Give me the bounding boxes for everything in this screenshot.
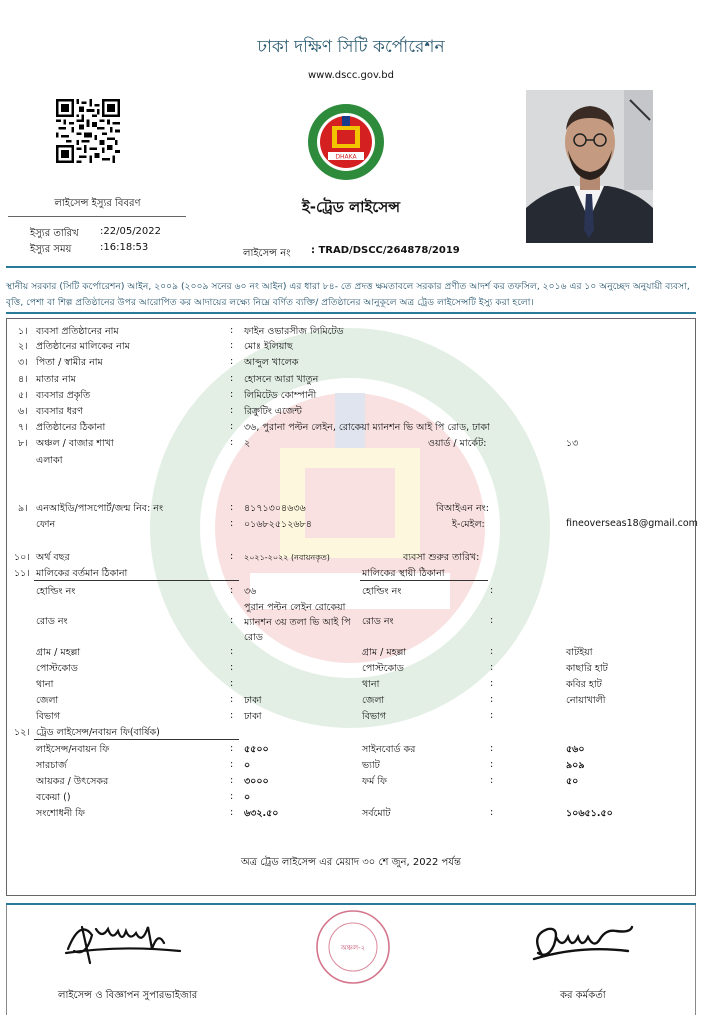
district-label: জেলা (362, 695, 385, 706)
colon: : (230, 791, 234, 802)
colon: : (230, 743, 234, 754)
divider (8, 216, 186, 217)
postcode-label: পোস্টকোড (362, 663, 404, 674)
colon: : (490, 662, 494, 673)
license-fee-label: লাইসেন্স/নবায়ন ফি (36, 744, 110, 755)
row-number: ৯। (18, 503, 28, 514)
owner-name-label: প্রতিষ্ঠানের মালিকের নাম (36, 341, 130, 352)
colon: : (230, 775, 234, 786)
colon: : (230, 389, 234, 400)
permanent-village-value: বাটইয়া (566, 647, 593, 658)
amendment-fee-value: ৬৩২.৫০ (244, 808, 279, 819)
business-name-value: ফাইন ওভারসীজ লিমিটেড (244, 326, 344, 337)
district-label: জেলা (36, 695, 59, 706)
issue-date-value: :22/05/2022 (100, 226, 162, 237)
postcode-label: পোস্টকোড (36, 663, 78, 674)
colon: : (230, 356, 234, 367)
owner-name-value: মোঃ ইলিয়াছ (244, 341, 293, 352)
holding-label: হোল্ডিং নং (362, 586, 402, 597)
zone-value: ২ (244, 438, 251, 449)
colon: : (230, 662, 234, 673)
colon: : (230, 437, 234, 448)
father-name-label: পিতা / স্বামীর নাম (36, 357, 103, 368)
business-type-label: ব্যবসার ধরণ (36, 406, 83, 417)
frame-line (6, 905, 7, 1015)
vat-value: ৯০৯ (566, 760, 585, 771)
dscc-logo-icon (306, 102, 386, 182)
zone-label: অঞ্চল / বাজার শাখা (36, 438, 114, 449)
business-nature-label: ব্যবসার প্রকৃতি (36, 390, 91, 401)
amendment-fee-label: সংশোধনী ফি (36, 808, 85, 819)
colon: : (230, 518, 234, 529)
divider (34, 580, 239, 581)
business-start-label: ব্যবসা শুরুর তারিখ: (403, 552, 480, 563)
mother-name-label: মাতার নাম (36, 374, 76, 385)
issue-date-label: ইস্যুর তারিখ (30, 228, 79, 239)
colon: : (490, 710, 494, 721)
colon: : (230, 373, 234, 384)
colon: : (490, 807, 494, 818)
website: www.dscc.gov.bd (307, 70, 394, 81)
business-address-label: প্রতিষ্ঠানের ঠিকানা (36, 422, 106, 433)
row-number: ৫। (18, 390, 28, 401)
colon: : (230, 551, 234, 562)
seal-text: অঞ্চল-২ (340, 944, 366, 952)
vat-label: ভ্যাট (362, 760, 380, 771)
logo-text: DHAKA (335, 153, 357, 161)
colon: : (230, 694, 234, 705)
nid-value: ৪১৭১৩০৪৬৩৬ (244, 503, 306, 514)
ward-value: ১৩ (566, 438, 579, 449)
fees-heading: ট্রেড লাইসেন্স/নবায়ন ফি(বার্ষিক) (36, 727, 160, 738)
row-number: ৩। (18, 357, 28, 368)
tax-officer-label: কর কর্মকর্তা (560, 990, 606, 1001)
current-road-value: পুরান পল্টন লেইন রোকেয়া ম্যানশন ৩য় তলা ভি আই পি রোড (244, 602, 351, 643)
row-number: ১০। (14, 552, 30, 563)
row-number: ৭। (18, 422, 28, 433)
colon: : (230, 585, 234, 596)
business-nature-value: লিমিটেড কোম্পানী (244, 390, 317, 401)
supervisor-label: লাইসেন্স ও বিজ্ঞাপন সুপারভাইজার (58, 990, 198, 1001)
arrears-value: ০ (244, 792, 251, 803)
row-number: ১। (18, 326, 28, 337)
colon: : (490, 694, 494, 705)
village-label: গ্রাম / মহল্লা (36, 647, 81, 658)
bin-label: বিআইএন নং: (436, 503, 489, 514)
colon: : (230, 502, 234, 513)
supervisor-signature-icon (60, 905, 190, 967)
colon: : (230, 678, 234, 689)
fiscal-year-label: অর্থ বছর (36, 552, 70, 563)
phone-value: ০১৬৮২৫১২৬৮৪ (244, 519, 312, 530)
colon: : (490, 759, 494, 770)
row-number: ১১। (14, 568, 30, 579)
surcharge-label: সারচার্জ (36, 760, 67, 771)
thana-label: থানা (362, 679, 380, 690)
license-no-label: লাইসেন্স নং (243, 248, 291, 259)
nid-label: এনআইডি/পাসপোর্ট/জন্ম নিব: নং (36, 503, 164, 514)
divider (6, 312, 696, 314)
total-label: সর্বমোট (362, 808, 391, 819)
phone-label: ফোন (36, 519, 56, 530)
colon: : (230, 646, 234, 657)
mother-name-value: হোসনে আরা খাতুন (244, 374, 319, 385)
row-number: ১২। (14, 727, 30, 738)
form-fee-label: ফর্ম ফি (362, 776, 387, 787)
row-number: ২। (18, 341, 28, 352)
current-holding-value: ৩৬ (244, 586, 257, 597)
license-no-value: : TRAD/DSCC/264878/2019 (311, 245, 460, 256)
tax-officer-signature-icon (520, 915, 640, 971)
business-address-value: ৩৬, পুরানা পল্টন লেইন, রোকেয়া ম্যানশন ভি আই পি রোড, ঢাকা (244, 422, 490, 433)
colon: : (490, 646, 494, 657)
document-title: ই-ট্রেড লাইসেন্স (301, 198, 401, 216)
colon: : (230, 325, 234, 336)
colon: : (230, 340, 234, 351)
current-division-value: ঢাকা (244, 711, 262, 722)
preamble-text: স্থানীয় সরকার (সিটি কর্পোরেশন) আইন, ২০০৯ (২০০৯ সনের ৬০ নং আইন) এর ধারা ৮৪- তে প্রদত্ত ক্ষমতাবলে সরকার প্রণীত আদর্শ কর তফসিল, ২০১৬ এর ১০ অনুচ্ছেদ অনুযায়ী ব্যবসা, বৃত্তি, পেশা বা শিল্প প্রতিষ্ঠানের উপর আরোপিত কর আদায়ের লক্ষ্যে নিম্নে বর্ণিত ব্যক্তি/ প্রতিষ্ঠানের আনুকূলে অত্র ট্রেড লাইসেন্সটি ইস্যু করা হলো। (6, 281, 690, 308)
colon: : (490, 743, 494, 754)
current-address-heading: মালিকের বর্তমান ঠিকানা (36, 568, 128, 579)
org-name: ঢাকা দক্ষিণ সিটি কর্পোরেশন (257, 37, 445, 57)
issue-time-value: :16:18:53 (100, 242, 149, 253)
divider (360, 580, 488, 581)
permanent-address-heading: মালিকের স্থায়ী ঠিকানা (362, 568, 445, 579)
permanent-thana-value: কবির হাট (566, 679, 602, 690)
fiscal-year-value: ২০২১-২০২২ (নবায়নকৃত) (244, 553, 330, 562)
business-type-value: রিক্রুটিং এজেন্ট (244, 406, 302, 417)
income-tax-label: আয়কর / উৎসেকর (36, 776, 109, 787)
issue-time-label: ইস্যুর সময় (30, 244, 72, 255)
frame-line (695, 905, 696, 1015)
road-label: রোড নং (36, 616, 68, 627)
colon: : (490, 775, 494, 786)
colon: : (230, 710, 234, 721)
official-seal-icon (313, 907, 393, 987)
colon: : (490, 615, 494, 626)
road-label: রোড নং (362, 616, 394, 627)
village-label: গ্রাম / মহল্লা (362, 647, 407, 658)
row-number: ৬। (18, 406, 28, 417)
surcharge-value: ০ (244, 760, 251, 771)
validity-note: অত্র ট্রেড লাইসেন্স এর মেয়াদ ৩০ শে জুন, 2022 পর্যন্ত (241, 857, 461, 868)
divider (6, 266, 696, 268)
colon: : (230, 405, 234, 416)
father-name-value: আব্দুল খালেক (244, 357, 299, 368)
business-name-label: ব্যবসা প্রতিষ্ঠানের নাম (36, 326, 119, 337)
ward-label: ওয়ার্ড / মার্কেট: (428, 438, 487, 449)
current-district-value: ঢাকা (244, 695, 262, 706)
qr-code-icon (56, 99, 120, 163)
divider (34, 739, 239, 740)
issue-heading: লাইসেন্স ইস্যুর বিবরণ (54, 198, 141, 209)
permanent-district-value: নোয়াখালী (566, 695, 606, 706)
email-value: fineoverseas18@gmail.com (566, 518, 698, 529)
total-value: ১০৬৫১.৫০ (566, 808, 613, 819)
row-number: ৪। (18, 374, 28, 385)
colon: : (230, 807, 234, 818)
area-label: এলাকা (36, 455, 63, 466)
colon: : (490, 585, 494, 596)
colon: : (230, 615, 234, 626)
income-tax-value: ৩০০০ (244, 776, 269, 787)
colon: : (230, 759, 234, 770)
division-label: বিভাগ (36, 711, 61, 722)
email-label: ই-মেইল: (452, 519, 485, 530)
colon: : (490, 678, 494, 689)
row-number: ৮। (18, 438, 28, 449)
form-fee-value: ৫০ (566, 776, 579, 787)
license-fee-value: ৫৫০০ (244, 744, 269, 755)
permanent-post-value: কাছারি হাট (566, 663, 608, 674)
holding-label: হোল্ডিং নং (36, 586, 76, 597)
thana-label: থানা (36, 679, 54, 690)
colon: : (230, 421, 234, 432)
arrears-label: বকেয়া () (36, 792, 71, 803)
signboard-tax-label: সাইনবোর্ড কর (362, 744, 416, 755)
signboard-tax-value: ৫৬০ (566, 744, 585, 755)
division-label: বিভাগ (362, 711, 387, 722)
